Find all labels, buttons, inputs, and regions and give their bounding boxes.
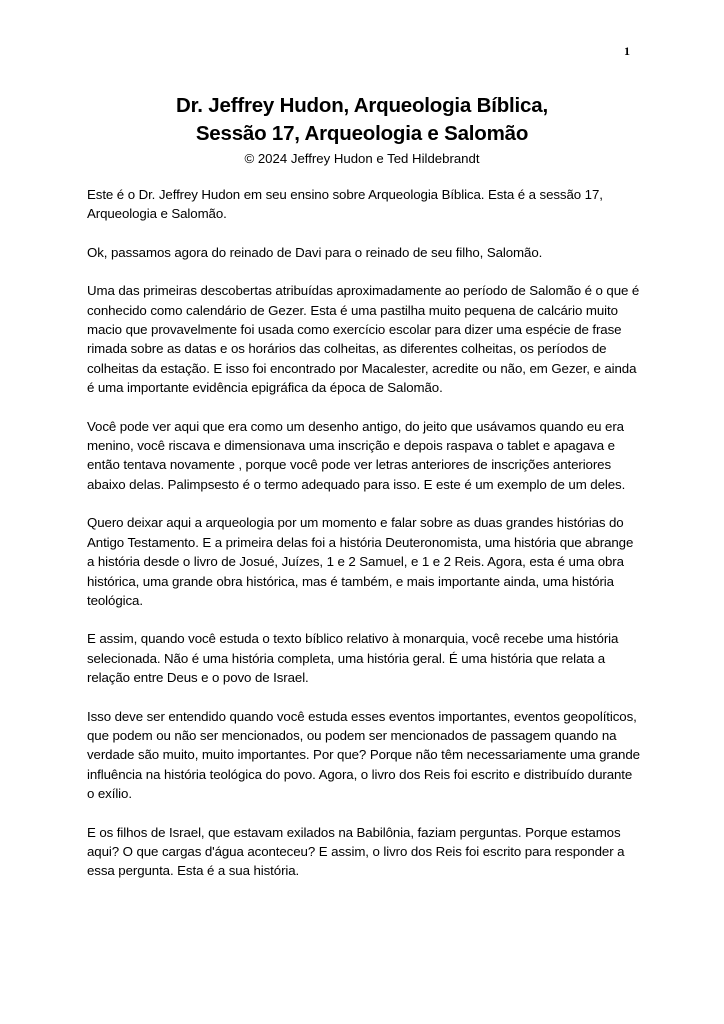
page-number: 1	[624, 44, 630, 58]
paragraph: Ok, passamos agora do reinado de Davi para o reinado de seu filho, Salomão.	[87, 244, 543, 260]
paragraph: Uma das primeiras descobertas atribuídas aproximadamente ao período de Salomão é o que é conhecido como calendário de Gezer. Esta é uma pastilha muito pequena de calcário muito macio que provavelmente foi usada como exercício escolar para dizer uma espécie de frase rimada sobre as datas e os horários das colheitas, as diferentes colheitas, os períodos de colheitas da estação. E isso foi encontrado por Macalester, acredite ou não, em Gezer, e ainda é uma importante evidência epigráfica da época de Salomão.	[87, 283, 640, 396]
paragraph: Este é o Dr. Jeffrey Hudon em seu ensino sobre Arqueologia Bíblica. Esta é a sessão 17, Arqueologia e Salomão.	[87, 187, 603, 222]
document-header	[0, 92, 724, 168]
document-title-line-2: Sessão 17, Arqueologia e Salomão	[195, 122, 529, 145]
paragraph: E assim, quando você estuda o texto bíblico relativo à monarquia, você recebe uma história selecionada. Não é uma história completa, uma história geral. É uma história que relata a relação entre Deus e o povo de Israel.	[87, 631, 619, 686]
paragraph: Isso deve ser entendido quando você estuda esses eventos importantes, eventos geopolíticos, que podem ou não ser mencionados, ou podem ser mencionados de passagem quando na verdade são muito, muito importantes. Por que? Porque não têm necessariamente uma grande influência na história teológica do povo. Agora, o livro dos Reis foi escrito e distribuído durante o exílio.	[87, 708, 640, 802]
document-body	[87, 185, 643, 900]
paragraph: Quero deixar aqui a arqueologia por um momento e falar sobre as duas grandes histórias do Antigo Testamento. E a primeira delas foi a história Deuteronomista, uma história que abrange a história desde o livro de Josué, Juízes, 1 e 2 Samuel, e 1 e 2 Reis. Agora, esta é uma obra histórica, uma grande obra histórica, mas é também, e mais importante ainda, uma história teológica.	[87, 515, 634, 608]
paragraph: E os filhos de Israel, que estavam exilados na Babilônia, faziam perguntas. Porque estamos aqui? O que cargas d'água aconteceu? E assim, o livro dos Reis foi escrito para responder a essa pergunta. Esta é a sua história.	[87, 824, 625, 879]
paragraph: Você pode ver aqui que era como um desenho antigo, do jeito que usávamos quando eu era menino, você riscava e dimensionava uma inscrição e depois raspava o tablet e apagava e então tentava novamente , porque você pode ver letras anteriores de inscrições anteriores abaixo delas. Palimpsesto é o termo adequado para isso. E este é um exemplo de um deles.	[87, 418, 626, 492]
document-title-line-1: Dr. Jeffrey Hudon, Arqueologia Bíblica,	[176, 94, 548, 117]
copyright-notice: © 2024 Jeffrey Hudon e Ted Hildebrandt	[244, 151, 480, 166]
